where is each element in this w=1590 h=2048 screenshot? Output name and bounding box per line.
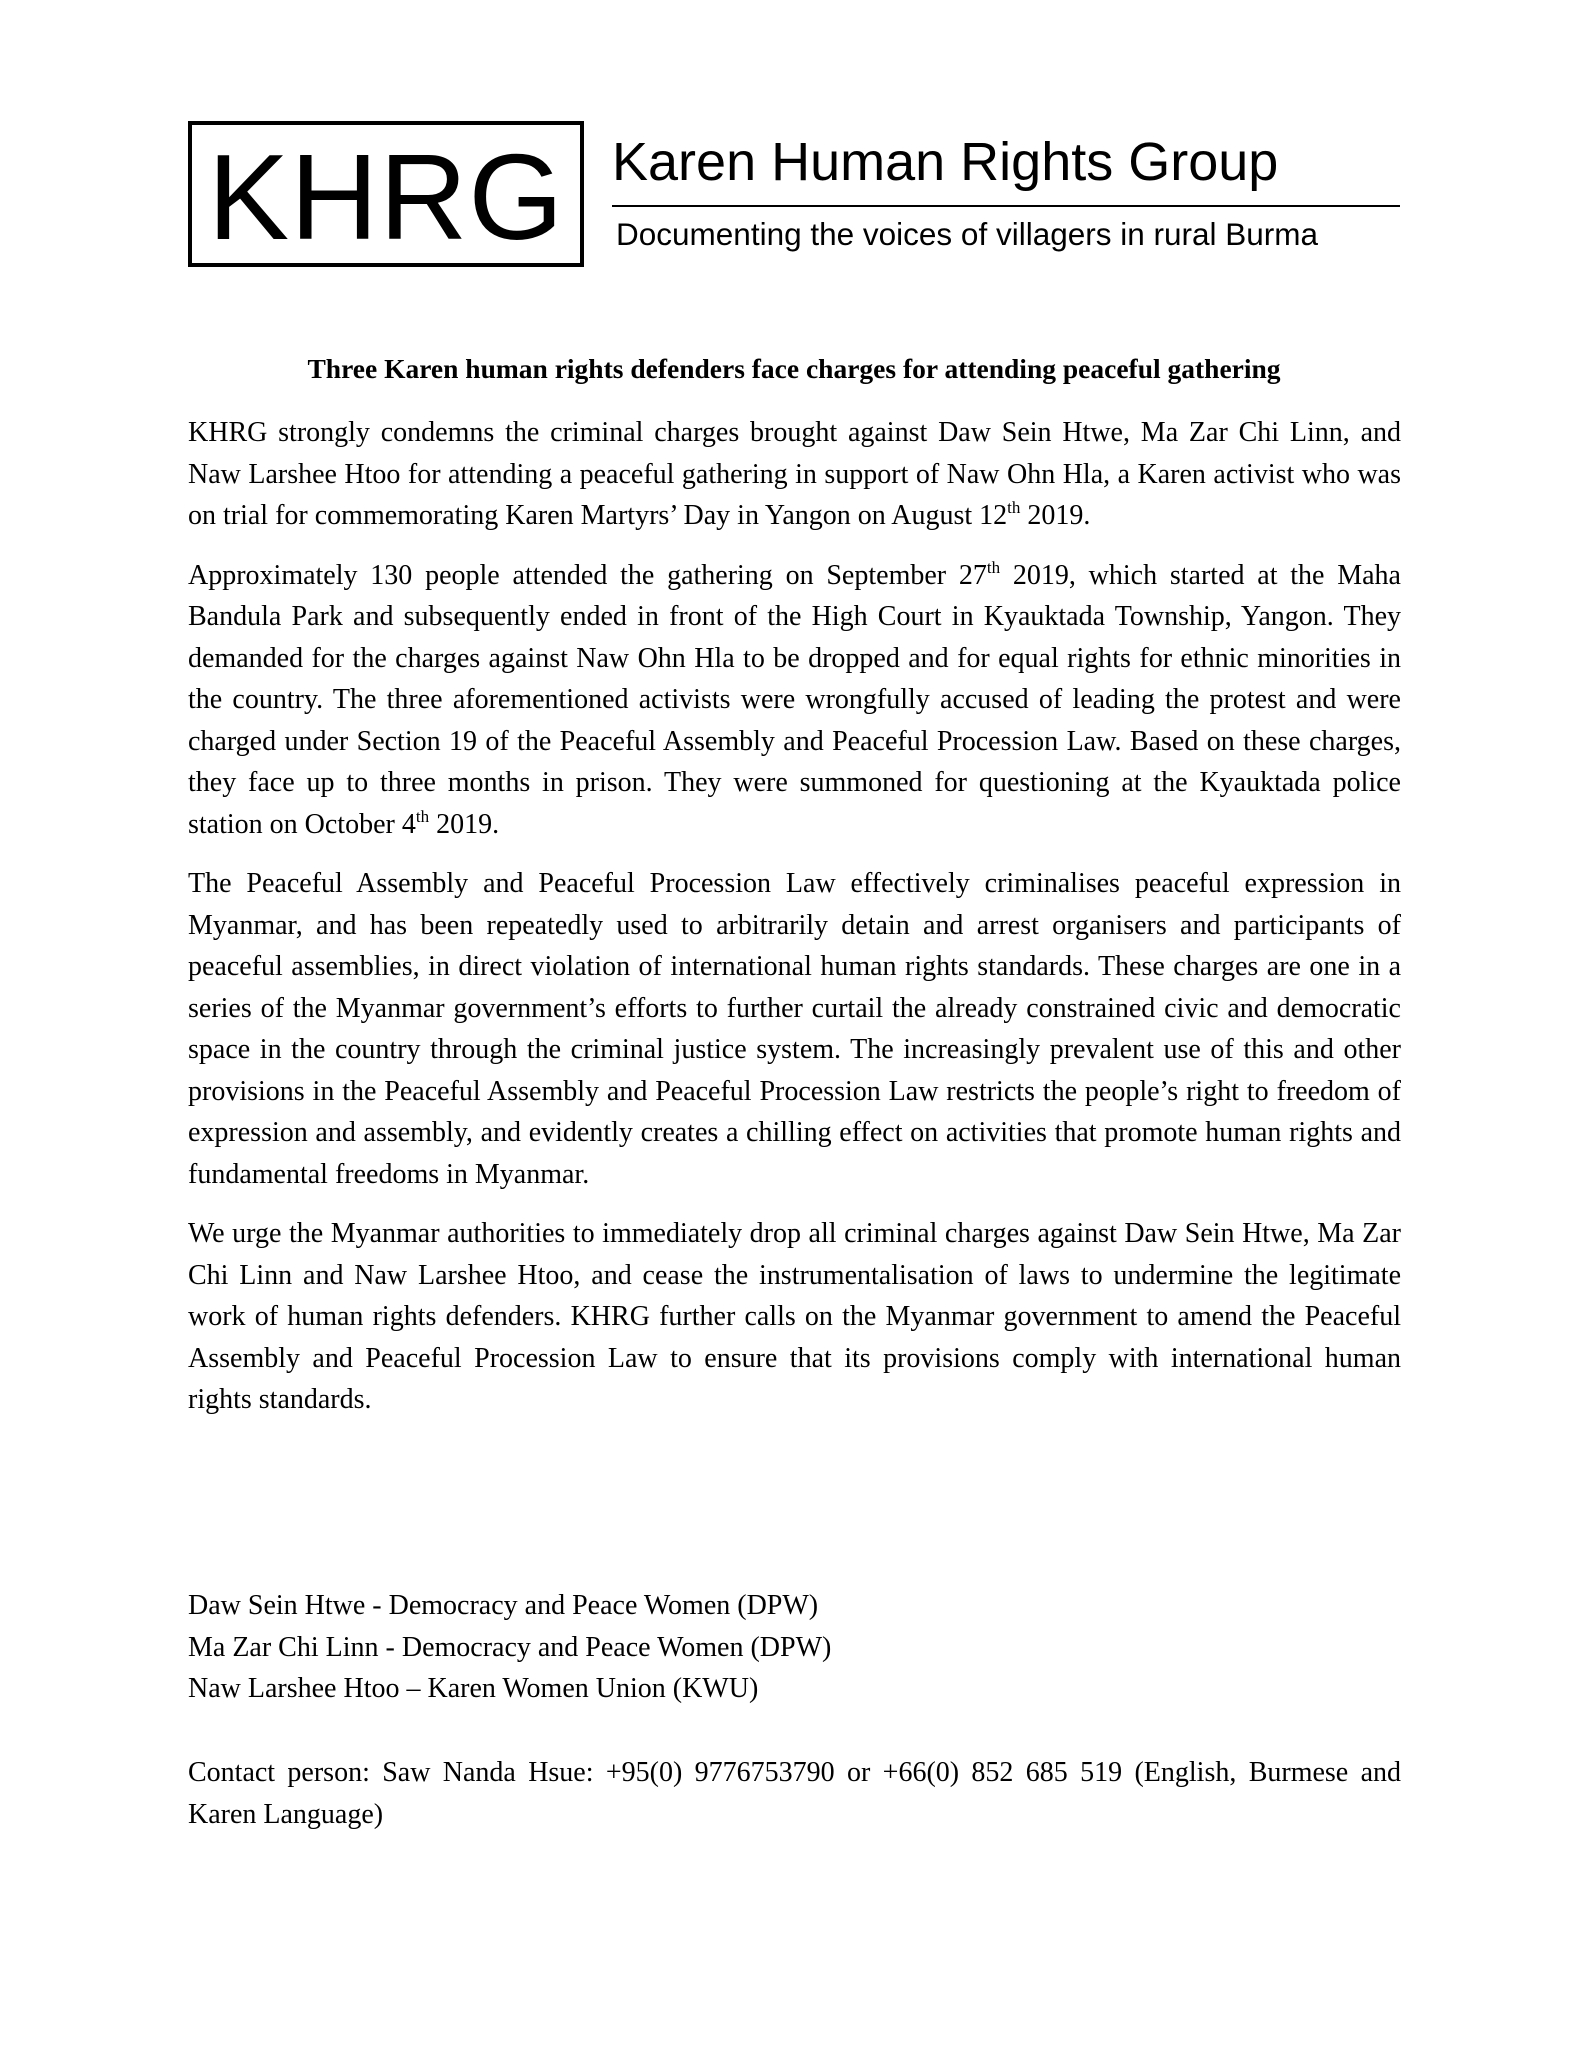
paragraph-1-text-end: 2019. bbox=[1020, 500, 1091, 531]
letterhead-divider bbox=[612, 205, 1400, 207]
document-title: Three Karen human rights defenders face charges for attending peaceful gathering bbox=[307, 353, 1281, 384]
paragraph-2 bbox=[188, 555, 1401, 846]
organization-name: Karen Human Rights Group bbox=[612, 132, 1279, 192]
signatory: Ma Zar Chi Linn - Democracy and Peace Women (DPW) bbox=[188, 1631, 832, 1663]
paragraph-2-text-middle: 2019, which started at the Maha Bandula Park and subsequently ended in front of the High Court in Kyauktada Township, Yangon. They demanded for the charges against Naw Ohn Hla to be dropped and for equal rights for ethnic minorities in the country. The three aforementioned activists were wrongfully accused of leading the protest and were charged under Section 19 of the Peaceful Assembly and Peaceful Procession Law. Based on these charges, they face up to three months in prison. They were summoned for questioning at the Kyauktada police station on October 4 bbox=[188, 559, 1401, 840]
ordinal-suffix: th bbox=[986, 557, 1001, 577]
document-body bbox=[188, 412, 1401, 1439]
logo-text: KHRG bbox=[207, 129, 565, 265]
signatory: Daw Sein Htwe - Democracy and Peace Women (DPW) bbox=[188, 1590, 819, 1621]
paragraph-2-text: Approximately 130 people attended the gathering on September 27 bbox=[188, 559, 987, 591]
ordinal-suffix: th bbox=[415, 806, 430, 826]
paragraph-3: The Peaceful Assembly and Peaceful Procession Law effectively criminalises peaceful expression in Myanmar, and has been repeatedly used to arbitrarily detain and arrest organisers and participants of peaceful assemblies, in direct violation of international human rights standards. These charges are one in a series of the Myanmar government’s efforts to further curtail the already constrained civic and democratic space in the country through the criminal justice system. The increasingly prevalent use of this and other provisions in the Peaceful Assembly and Peaceful Procession Law restricts the people’s right to freedom of expression and assembly, and evidently creates a chilling effect on activities that promote human rights and fundamental freedoms in Myanmar. bbox=[188, 868, 1401, 1190]
letterhead bbox=[188, 121, 1400, 273]
signatory: Naw Larshee Htoo – Karen Women Union (KWU) bbox=[188, 1673, 759, 1704]
organization-tagline: Documenting the voices of villagers in rural Burma bbox=[616, 216, 1319, 252]
paragraph-2-text-end: 2019. bbox=[429, 808, 500, 840]
signatories-list bbox=[188, 1585, 831, 1710]
ordinal-suffix: th bbox=[1007, 498, 1021, 517]
paragraph-1-text: KHRG strongly condemns the criminal charges brought against Daw Sein Htwe, Ma Zar Chi Linn, and Naw Larshee Htoo for attending a peaceful gathering in support of Naw Ohn Hla, a Karen activist who was on trial for commemorating Karen Martyrs’ Day in Yangon on August 12 bbox=[188, 417, 1401, 531]
paragraph-4: We urge the Myanmar authorities to immediately drop all criminal charges against Daw Sein Htwe, Ma Zar Chi Linn and Naw Larshee Htoo, and cease the instrumentalisation of laws to undermine the legitimate work of human rights defenders. KHRG further calls on the Myanmar government to amend the Peaceful Assembly and Peaceful Procession Law to ensure that its provisions comply with international human rights standards. bbox=[188, 1218, 1401, 1415]
paragraph-1 bbox=[188, 412, 1401, 537]
khrg-logo bbox=[188, 121, 584, 267]
contact-info: Contact person: Saw Nanda Hsue: +95(0) 9776753790 or +66(0) 852 685 519 (English, Burmese and Karen Language) bbox=[188, 1757, 1401, 1830]
